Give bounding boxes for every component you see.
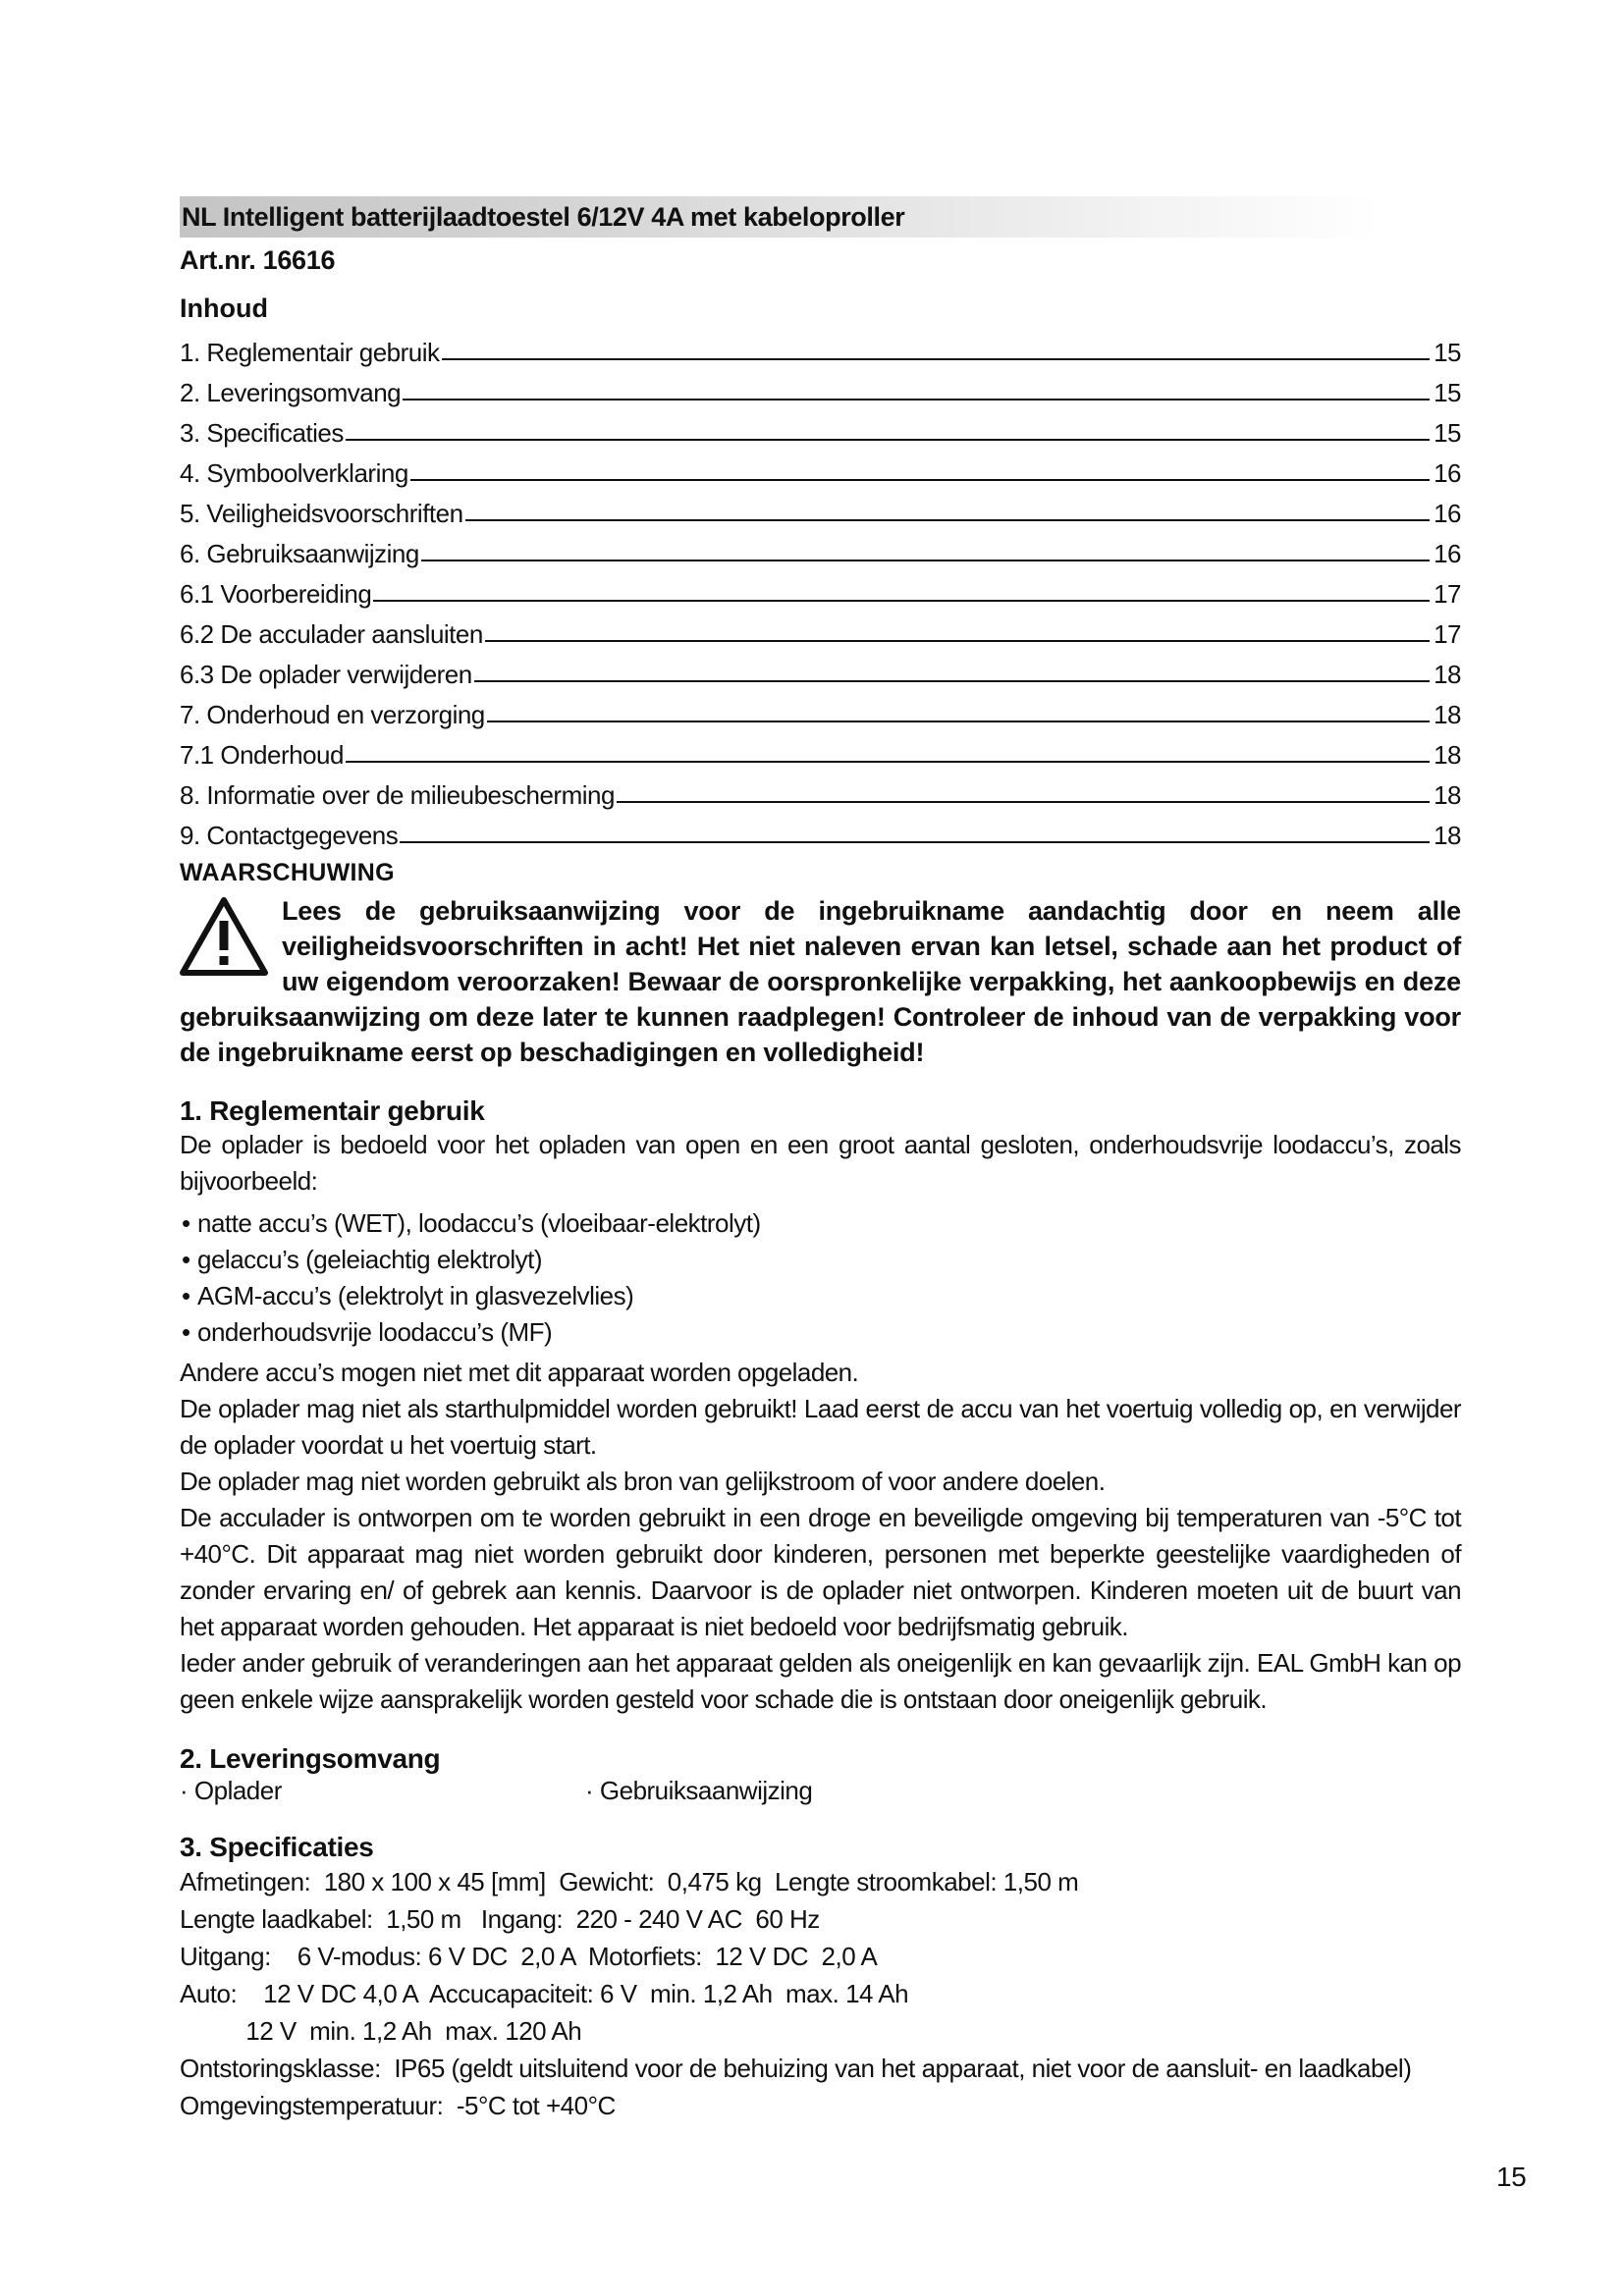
article-number: Art.nr. 16616 bbox=[180, 245, 336, 275]
warning-heading: WAARSCHUWING bbox=[180, 859, 395, 886]
spec-line: Uitgang: 6 V-modus: 6 V DC 2,0 A Motorfiets: 12 V DC 2,0 A bbox=[180, 1942, 878, 1971]
toc-leader bbox=[346, 439, 1430, 441]
section1-intro: De oplader is bedoeld voor het opladen van open en een groot aantal gesloten, onderhoudsvrije loodaccu’s, zoals bijvoorbeeld: bbox=[180, 1130, 1461, 1196]
toc-row[interactable] bbox=[180, 610, 1461, 650]
toc-label: 5. Veiligheidsvoorschriften bbox=[180, 499, 463, 528]
toc-leader bbox=[421, 560, 1430, 561]
toc-page: 17 bbox=[1434, 619, 1461, 649]
toc-row[interactable] bbox=[180, 408, 1461, 449]
list-item: • AGM-accu’s (elektrolyt in glasvezelvlies) bbox=[180, 1278, 1461, 1314]
toc-leader bbox=[373, 600, 1430, 602]
toc-page: 16 bbox=[1434, 539, 1461, 568]
section1-paragraph: De acculader is ontworpen om te worden gebruikt in een droge en beveiligde omgeving bij temperaturen van -5°C tot +40°C. Dit apparaat mag niet worden gebruikt door kinderen, personen met beperkte geestelijke vaardigheden of zonder ervaring en/ of gebrek aan kennis. Daarvoor is de oplader niet ontworpen. Kinderen moeten uit de buurt van het apparaat worden gehouden. Het apparaat is niet bedoeld voor bedrijfsmatig gebruik. bbox=[180, 1503, 1461, 1641]
section-title-1: 1. Reglementair gebruik bbox=[180, 1095, 485, 1126]
toc-leader bbox=[442, 358, 1430, 360]
toc-page: 18 bbox=[1434, 660, 1461, 689]
spec-line: Auto: 12 V DC 4,0 A Accucapaciteit: 6 V min. 1,2 Ah max. 14 Ah bbox=[180, 1979, 909, 2008]
spec-line: Omgevingstemperatuur: -5°C tot +40°C bbox=[180, 2091, 616, 2120]
toc-row[interactable] bbox=[180, 771, 1461, 811]
toc-label: 4. Symboolverklaring bbox=[180, 458, 408, 488]
document-title: NL Intelligent batterijlaadtoestel 6/12V 4A met kabeloproller bbox=[180, 196, 1380, 238]
section-title-3: 3. Specificaties bbox=[180, 1832, 374, 1862]
toc-row[interactable] bbox=[180, 529, 1461, 569]
warning-block bbox=[180, 893, 1461, 1070]
spec-line: 12 V min. 1,2 Ah max. 120 Ah bbox=[180, 2016, 582, 2046]
toc-row[interactable] bbox=[180, 650, 1461, 690]
toc-label: 6.1 Voorbereiding bbox=[180, 579, 372, 609]
toc-page: 18 bbox=[1434, 780, 1461, 810]
list-item: • natte accu’s (WET), loodaccu’s (vloeibaar-elektrolyt) bbox=[180, 1205, 1461, 1242]
scope-item: · Gebruiksaanwijzing bbox=[585, 1776, 813, 1805]
toc-leader bbox=[617, 801, 1430, 803]
warning-triangle-icon bbox=[180, 897, 268, 976]
list-item: • onderhoudsvrije loodaccu’s (MF) bbox=[180, 1314, 1461, 1351]
list-item: • gelaccu’s (geleiachtig elektrolyt) bbox=[180, 1242, 1461, 1278]
toc-row[interactable] bbox=[180, 730, 1461, 771]
toc-leader bbox=[465, 519, 1430, 521]
toc-row[interactable] bbox=[180, 690, 1461, 730]
toc-label: 6. Gebruiksaanwijzing bbox=[180, 539, 419, 568]
toc-page: 18 bbox=[1434, 821, 1461, 850]
toc-page: 18 bbox=[1434, 700, 1461, 729]
toc-row[interactable] bbox=[180, 368, 1461, 408]
toc-page: 16 bbox=[1434, 499, 1461, 528]
toc-page: 16 bbox=[1434, 458, 1461, 488]
toc-label: 8. Informatie over de milieubescherming bbox=[180, 780, 615, 810]
toc-leader bbox=[410, 479, 1430, 481]
battery-type-list bbox=[180, 1205, 1461, 1351]
toc-leader bbox=[474, 680, 1430, 682]
page-content bbox=[180, 196, 1461, 2124]
section1-paragraph: De oplader mag niet worden gebruikt als bron van gelijkstroom of voor andere doelen. bbox=[180, 1467, 1106, 1496]
toc-leader bbox=[485, 640, 1430, 642]
toc-page: 15 bbox=[1434, 338, 1461, 367]
toc-label: 2. Leveringsomvang bbox=[180, 378, 402, 407]
toc-label: 3. Specificaties bbox=[180, 418, 344, 448]
toc-page: 17 bbox=[1434, 579, 1461, 609]
toc-leader bbox=[400, 841, 1430, 843]
table-of-contents bbox=[180, 328, 1461, 851]
toc-label: 6.3 De oplader verwijderen bbox=[180, 660, 472, 689]
toc-page: 15 bbox=[1434, 378, 1461, 407]
spec-line: Ontstoringsklasse: IP65 (geldt uitsluitend voor de behuizing van het apparaat, niet voor de aansluit- en laadkabel) bbox=[180, 2054, 1412, 2083]
toc-label: 7.1 Onderhoud bbox=[180, 740, 344, 770]
toc-row[interactable] bbox=[180, 449, 1461, 489]
section1-paragraph: Andere accu’s mogen niet met dit apparaat worden opgeladen. bbox=[180, 1358, 859, 1387]
toc-label: 9. Contactgegevens bbox=[180, 821, 399, 850]
section-title-2: 2. Leveringsomvang bbox=[180, 1743, 441, 1774]
toc-page: 15 bbox=[1434, 418, 1461, 448]
section1-paragraph: De oplader mag niet als starthulpmiddel worden gebruikt! Laad eerst de accu van het voertuig volledig op, en verwijder de oplader voordat u het voertuig start. bbox=[180, 1394, 1461, 1460]
spec-line: Afmetingen: 180 x 100 x 45 [mm] Gewicht: 0,475 kg Lengte stroomkabel: 1,50 m bbox=[180, 1867, 1079, 1896]
toc-label: 1. Reglementair gebruik bbox=[180, 338, 440, 367]
specifications bbox=[180, 1863, 1461, 2124]
toc-label: 6.2 De acculader aansluiten bbox=[180, 619, 483, 649]
toc-row[interactable] bbox=[180, 811, 1461, 851]
toc-label: 7. Onderhoud en verzorging bbox=[180, 700, 485, 729]
toc-leader bbox=[403, 399, 1430, 400]
scope-item: · Oplader bbox=[180, 1776, 282, 1805]
spec-line: Lengte laadkabel: 1,50 m Ingang: 220 - 240 V AC 60 Hz bbox=[180, 1904, 820, 1934]
toc-leader bbox=[346, 761, 1430, 763]
toc-row[interactable] bbox=[180, 569, 1461, 610]
toc-row[interactable] bbox=[180, 489, 1461, 529]
toc-heading: Inhoud bbox=[180, 294, 268, 323]
toc-page: 18 bbox=[1434, 740, 1461, 770]
section1-paragraph: Ieder ander gebruik of veranderingen aan het apparaat gelden als oneigenlijk en kan gevaarlijk zijn. EAL GmbH kan op geen enkele wijze aansprakelijk worden gesteld voor schade die is ontstaan door oneigenlijk gebruik. bbox=[180, 1648, 1461, 1714]
warning-text: Lees de gebruiksaanwijzing voor de ingebruikname aandachtig door en neem alle veiligheidsvoorschriften in acht! Het niet naleven ervan kan letsel, schade aan het product of uw eigendom veroorzaken! Bewaar de oorspronkelijke verpakking, het aankoopbewijs en deze gebruiksaanwijzing om deze later te kunnen raadplegen! Controleer de inhoud van de verpakking voor de ingebruikname eerst op beschadigingen en volledigheid! bbox=[180, 896, 1461, 1067]
toc-row[interactable] bbox=[180, 328, 1461, 368]
toc-leader bbox=[487, 721, 1430, 722]
scope-of-delivery bbox=[180, 1775, 1461, 1806]
page-number: 15 bbox=[1496, 2162, 1527, 2192]
